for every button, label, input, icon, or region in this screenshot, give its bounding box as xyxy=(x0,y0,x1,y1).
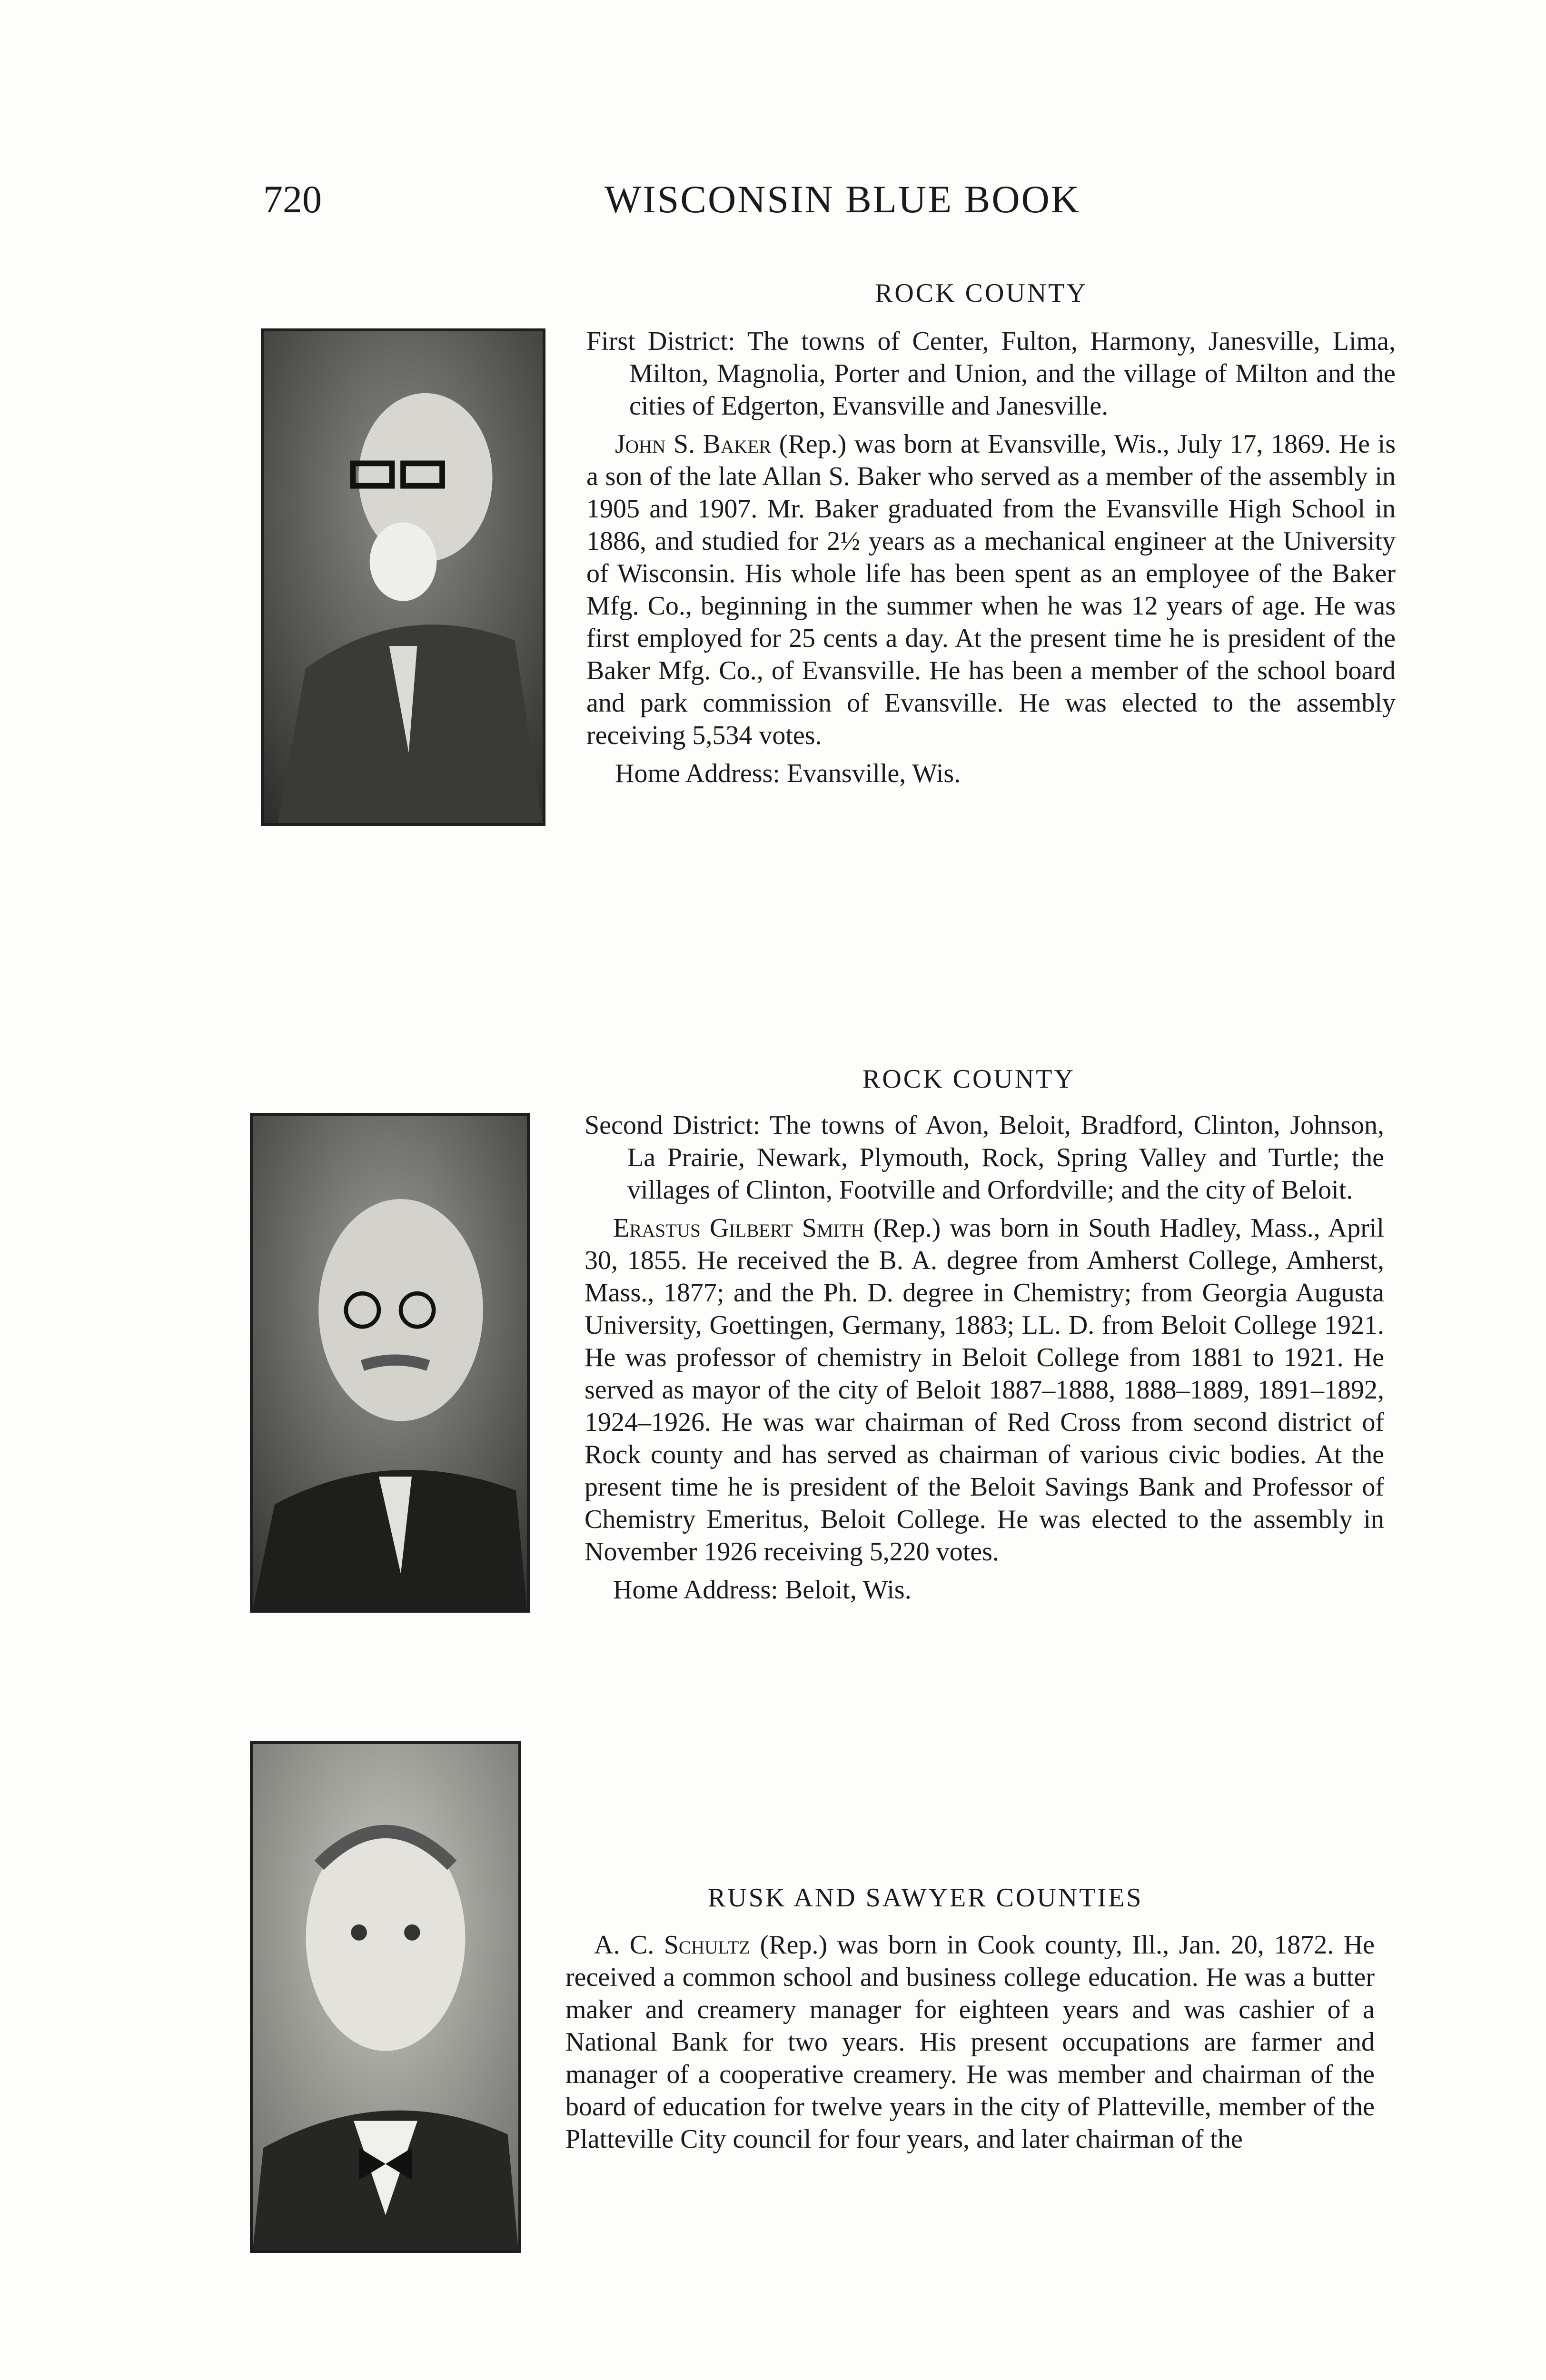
portrait-photo xyxy=(261,328,545,826)
portrait-photo xyxy=(250,1113,530,1613)
county-heading: ROCK COUNTY xyxy=(875,278,1088,308)
county-heading: ROCK COUNTY xyxy=(862,1064,1075,1094)
home-address: Home Address: Evansville, Wis. xyxy=(615,759,961,788)
entry-text xyxy=(586,325,1396,795)
county-heading: RUSK AND SAWYER COUNTIES xyxy=(708,1883,1143,1913)
biography-text: (Rep.) was born in Cook county, Ill., Jan. 20, 1872. He received a common school and business college education. He was a butter maker and creamery manager for eighteen years and was cashier of a National Bank for two years. His present occupations are farmer and manager of a cooperative creamery. He was member and chairman of the board of education for twelve years in the city of Platteville, member of the Platteville City council for four years, and later chairman of the xyxy=(565,1930,1375,2154)
entry-text xyxy=(585,1109,1384,1612)
page-number: 720 xyxy=(263,178,322,221)
district-description: First District: The towns of Center, Fulton, Harmony, Janesville, Lima, Milton, Magnolia, Porter and Union, and the village of Milton and the cities of Edgerton, Evansville and Janesville. xyxy=(586,327,1396,421)
district-description: Second District: The towns of Avon, Beloit, Bradford, Clinton, Johnson, La Prairie, Newark, Plymouth, Rock, Spring Valley and Turtle; the villages of Clinton, Footville and Orfordville; and the city of Beloit. xyxy=(585,1111,1384,1205)
member-name: Erastus Gilbert Smith xyxy=(613,1213,864,1243)
biography xyxy=(585,1212,1384,1568)
entry-text xyxy=(565,1929,1375,2161)
member-name: John S. Baker xyxy=(615,429,772,459)
home-address: Home Address: Beloit, Wis. xyxy=(613,1575,912,1605)
biography-text: (Rep.) was born at Evansville, Wis., July 17, 1869. He is a son of the late Allan S. Baker who served as a member of the assembly in 1905 and 1907. Mr. Baker graduated from the Evansville High School in 1886, and studied for 2½ years as a mechanical engineer at the University of Wisconsin. His whole life has been spent as an employee of the Baker Mfg. Co., beginning in the summer when he was 12 years of age. He was first employed for 25 cents a day. At the present time he is president of the Baker Mfg. Co., of Evansville. He has been a member of the school board and park commission of Evansville. He was elected to the assembly receiving 5,534 votes. xyxy=(586,429,1396,750)
biography-text: (Rep.) was born in South Hadley, Mass., April 30, 1855. He received the B. A. degree from Amherst College, Amherst, Mass., 1877; and the Ph. D. degree in Chemistry; from Georgia Augusta University, Goettingen, Germany, 1883; LL. D. from Beloit College 1921. He was professor of chemistry in Beloit College from 1881 to 1921. He served as mayor of the city of Beloit 1887–1888, 1888–1889, 1891–1892, 1924–1926. He was war chairman of Red Cross from second district of Rock county and has served as chairman of various civic bodies. At the present time he is president of the Beloit Savings Bank and Professor of Chemistry Emeritus, Beloit College. He was elected to the assembly in November 1926 receiving 5,220 votes. xyxy=(585,1213,1384,1567)
biography xyxy=(565,1929,1375,2155)
member-name: A. C. Schultz xyxy=(594,1930,751,1960)
portrait-photo xyxy=(250,1741,521,2253)
biography xyxy=(586,428,1396,752)
page-header xyxy=(0,177,1546,234)
running-title: WISCONSIN BLUE BOOK xyxy=(605,178,1080,221)
